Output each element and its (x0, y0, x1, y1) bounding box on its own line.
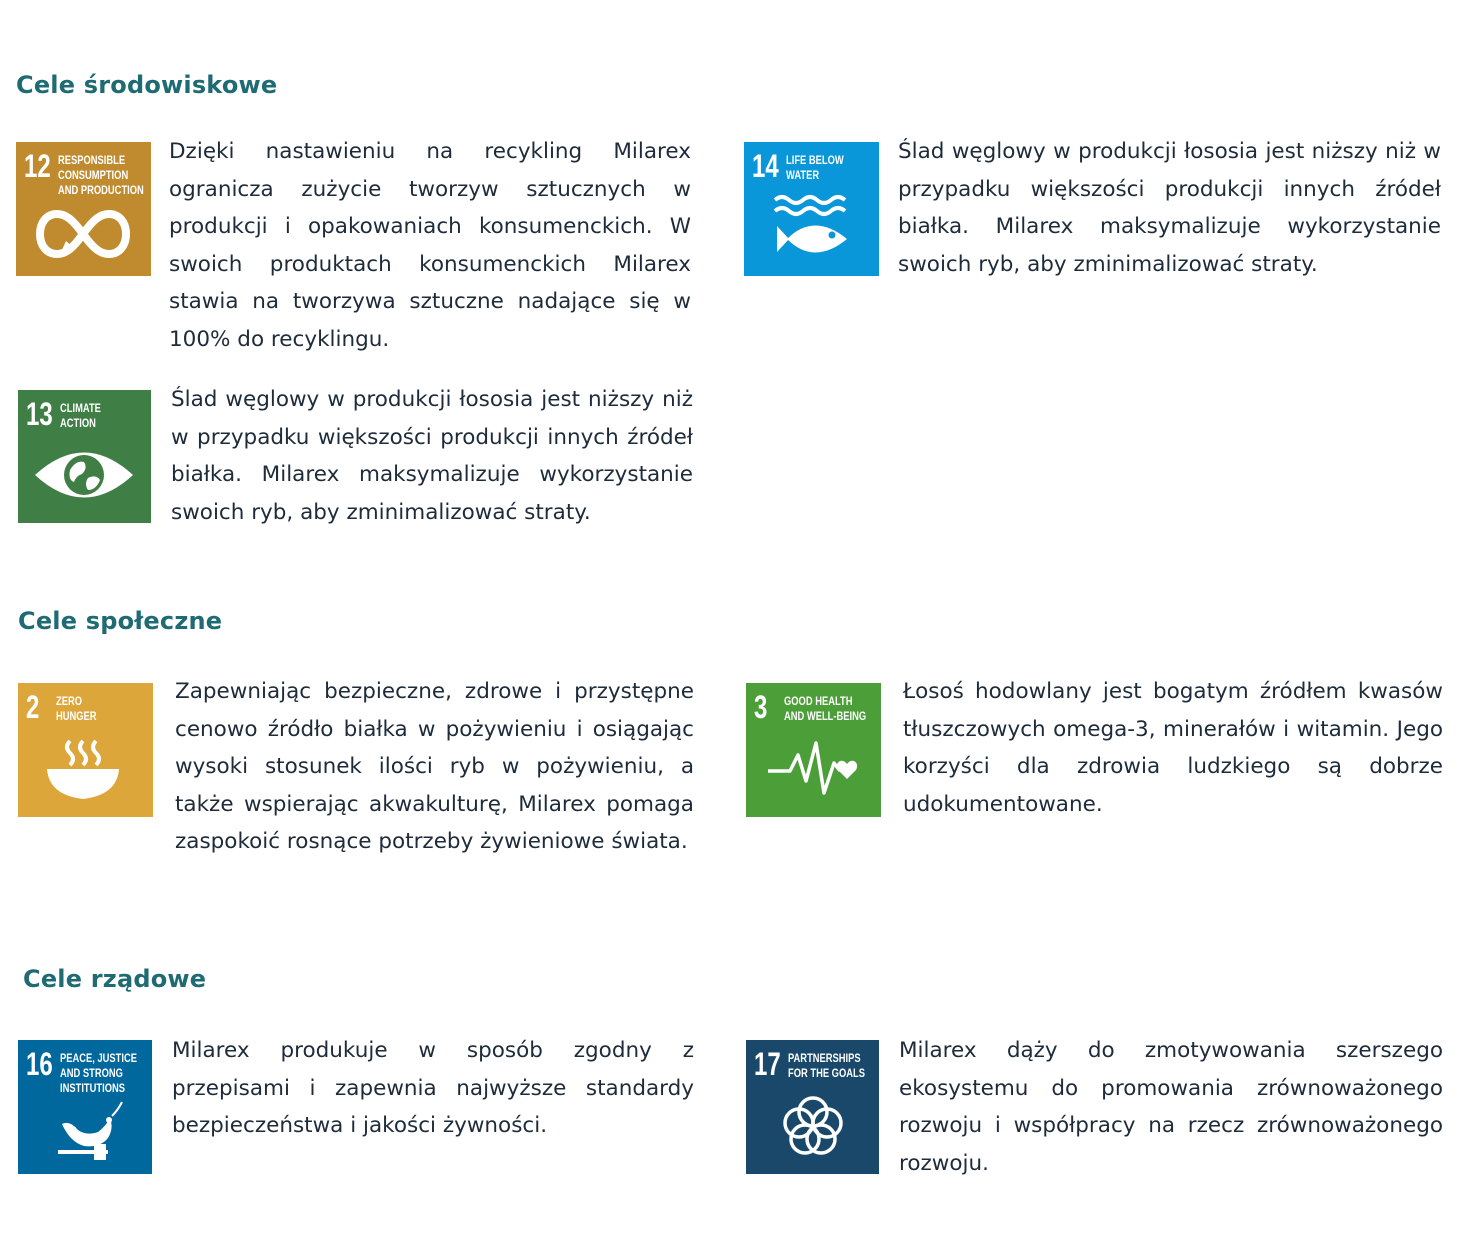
sdg-12-tile (16, 142, 151, 276)
section-heading-social: Cele społeczne (18, 607, 223, 635)
sdg-title: PEACE, JUSTICE AND STRONG INSTITUTIONS (60, 1051, 137, 1095)
sdg-14-tile (744, 142, 879, 276)
sdg-14-description: Ślad węglowy w produkcji łososia jest niższy niż w przypadku większości produkcji innych źródeł białka. Milarex maksymalizuje wykorzystanie swoich ryb, aby zminimalizować straty. (898, 139, 1441, 277)
bowl-icon (18, 683, 153, 817)
eye-globe-icon (18, 390, 151, 523)
sdg-number: 2 (26, 689, 40, 725)
infinity-icon (16, 142, 151, 276)
sdg-number: 16 (26, 1046, 53, 1082)
sdg-16-description: Milarex produkuje w sposób zgodny z przepisami i zapewnia najwyższe standardy bezpieczeństwa i jakości żywności. (172, 1038, 694, 1138)
fish-waves-icon (744, 142, 879, 276)
sdg-13-tile (18, 390, 151, 523)
sdg-title: PARTNERSHIPS FOR THE GOALS (788, 1051, 865, 1080)
heartbeat-icon (746, 683, 881, 817)
sdg-title: CLIMATE ACTION (60, 401, 101, 430)
sdg-title: GOOD HEALTH AND WELL-BEING (784, 694, 867, 723)
sdg-title: LIFE BELOW WATER (786, 153, 844, 182)
section-heading-environmental: Cele środowiskowe (16, 71, 278, 99)
sdg-number: 12 (24, 148, 51, 184)
sdg-17-description: Milarex dąży do zmotywowania szerszego ekosystemu do promowania zrównoważonego rozwoju i współpracy na rzecz zrównoważonego rozwoju. (899, 1038, 1443, 1176)
sdg-12-description: Dzięki nastawieniu na recykling Milarex ogranicza zużycie tworzyw sztucznych w produkcji i opakowaniach konsumenckich. W swoich produktach konsumenckich Milarex stawia na tworzywa sztuczne nadające się w 100% do recyklingu. (169, 139, 691, 352)
sdg-title: RESPONSIBLE CONSUMPTION AND PRODUCTION (58, 153, 144, 197)
sdg-3-description: Łosoś hodowlany jest bogatym źródłem kwasów tłuszczowych omega-3, minerałów i witamin. Jego korzyści dla zdrowia ludzkiego są dobrze udokumentowane. (903, 679, 1443, 817)
sdg-2-tile (18, 683, 153, 817)
sdg-title: ZERO HUNGER (56, 694, 97, 723)
sdg-number: 3 (754, 689, 768, 725)
dove-gavel-icon (18, 1040, 152, 1174)
sdg-number: 17 (754, 1046, 781, 1082)
section-heading-governance: Cele rządowe (23, 965, 207, 993)
sdg-13-description: Ślad węglowy w produkcji łososia jest niższy niż w przypadku większości produkcji innych źródeł białka. Milarex maksymalizuje wykorzystanie swoich ryb, aby zminimalizować straty. (171, 387, 693, 525)
sdg-number: 13 (26, 396, 53, 432)
sdg-number: 14 (752, 148, 779, 184)
sdg-17-tile (746, 1040, 879, 1174)
rings-icon (746, 1040, 879, 1174)
sdg-2-description: Zapewniając bezpieczne, zdrowe i przystępne cenowo źródło białka w pożywieniu i osiągając wysoki stosunek ilości ryb w pożywieniu, a także wspierając akwakulturę, Milarex pomaga zaspokoić rosnące potrzeby żywieniowe świata. (175, 679, 694, 854)
sdg-3-tile (746, 683, 881, 817)
sdg-16-tile (18, 1040, 152, 1174)
